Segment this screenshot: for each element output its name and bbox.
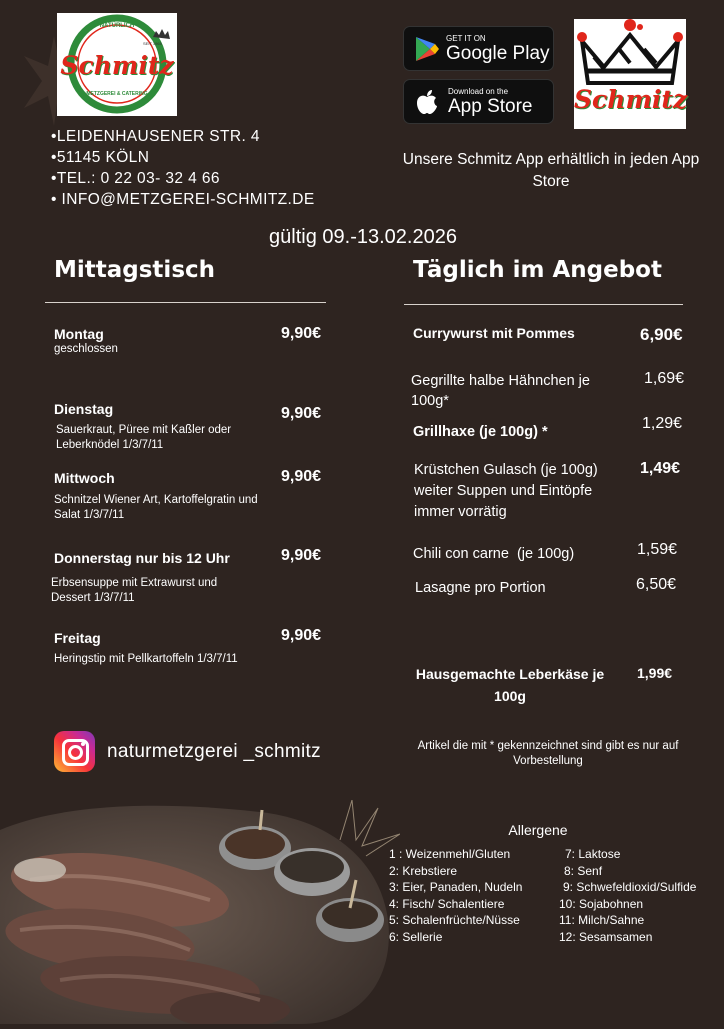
app-store-small: Download on the bbox=[448, 86, 509, 96]
offer-name: Chili con carne (je 100g) bbox=[413, 546, 575, 562]
address-block bbox=[51, 126, 315, 210]
google-play-big: Google Play bbox=[446, 42, 550, 64]
day-name: Donnerstag nur bis 12 Uhr bbox=[54, 550, 230, 566]
allergen-item: 7: Laktose bbox=[565, 847, 621, 861]
food-photo bbox=[0, 800, 400, 1024]
app-availability-text: Unsere Schmitz App erhältlich in jeden App Store bbox=[402, 151, 700, 190]
offer-name: Currywurst mit Pommes bbox=[413, 325, 575, 341]
day-price: 9,90€ bbox=[281, 627, 322, 644]
allergen-item: 4: Fisch/ Schalentiere bbox=[389, 896, 505, 911]
google-play-icon bbox=[414, 35, 440, 63]
offer-price: 1,49€ bbox=[640, 460, 681, 477]
day-name: Montag bbox=[54, 326, 104, 342]
day-desc: Heringstip mit Pellkartoffeln 1/3/7/11 bbox=[54, 653, 238, 665]
apple-icon bbox=[414, 88, 440, 116]
offer-item bbox=[414, 460, 693, 523]
app-store-big: App Store bbox=[448, 95, 533, 117]
allergen-item: 11: Milch/Sahne bbox=[559, 913, 645, 927]
app-logo bbox=[574, 19, 686, 129]
offer-item bbox=[410, 663, 693, 707]
instagram-link[interactable] bbox=[54, 731, 321, 772]
day-name: Dienstag bbox=[54, 401, 114, 417]
offer-name: Grillhaxe (je 100g) * bbox=[413, 424, 548, 440]
app-logo-wordmark: Schmitz bbox=[574, 85, 688, 114]
day-price: 9,90€ bbox=[281, 405, 322, 422]
offer-item bbox=[411, 371, 693, 411]
address-email[interactable]: • INFO@METZGEREI-SCHMITZ.DE bbox=[51, 191, 315, 208]
crown-icon bbox=[574, 19, 686, 89]
mittagstisch-title: Mittagstisch bbox=[54, 257, 216, 283]
offer-item bbox=[413, 325, 693, 343]
instagram-handle: naturmetzgerei _schmitz bbox=[107, 740, 321, 762]
day-price: 9,90€ bbox=[281, 547, 322, 564]
logo-wordmark: Schmitz bbox=[60, 51, 174, 80]
instagram-icon bbox=[54, 731, 95, 772]
taeglich-title: Täglich im Angebot bbox=[413, 257, 662, 283]
day-friday bbox=[54, 627, 334, 667]
offer-name: Gegrillte halbe Hähnchen je 100g* bbox=[411, 373, 590, 409]
allergen-item: 1 : Weizenmehl/Gluten bbox=[389, 847, 511, 861]
allergen-item: 10: Sojabohnen bbox=[559, 896, 644, 911]
offer-price: 1,29€ bbox=[642, 415, 683, 432]
offer-price: 1,59€ bbox=[637, 541, 678, 558]
address-street: •LEIDENHAUSENER STR. 4 bbox=[51, 128, 260, 145]
offer-name: Hausgemachte Leberkäse je 100g bbox=[415, 666, 605, 704]
day-wednesday bbox=[54, 470, 334, 523]
offer-item bbox=[413, 415, 693, 441]
allergene-title: Allergene bbox=[508, 822, 568, 838]
offer-price: 6,90€ bbox=[640, 325, 683, 344]
offer-price: 1,99€ bbox=[637, 665, 673, 681]
allergen-item: 5: Schalenfrüchte/Nüsse bbox=[389, 913, 520, 927]
day-price: 9,90€ bbox=[281, 468, 322, 485]
day-name: Mittwoch bbox=[54, 470, 115, 486]
mittagstisch-divider bbox=[45, 302, 326, 303]
allergene-list-right bbox=[557, 846, 696, 945]
day-tuesday bbox=[54, 401, 334, 453]
offer-item bbox=[415, 578, 693, 599]
allergen-item: 8: Senf bbox=[564, 863, 603, 878]
validity-date: gültig 09.-13.02.2026 bbox=[269, 226, 457, 248]
allergen-item: 12: Sesamsamen bbox=[559, 929, 653, 944]
day-desc: geschlossen bbox=[54, 343, 118, 355]
day-price: 9,90€ bbox=[281, 325, 322, 342]
allergen-item: 3: Eier, Panaden, Nudeln bbox=[389, 880, 523, 894]
offer-price: 1,69€ bbox=[644, 370, 685, 387]
day-name: Freitag bbox=[54, 630, 101, 646]
address-phone[interactable]: •TEL.: 0 22 03- 32 4 66 bbox=[51, 170, 220, 187]
allergen-item: 9: Schwefeldioxid/Sulfide bbox=[563, 880, 697, 894]
allergen-item: 6: Sellerie bbox=[389, 929, 443, 944]
preorder-note: Artikel die mit * gekennzeichnet sind gibt es nur auf Vorbestellung bbox=[417, 740, 679, 767]
day-desc: Sauerkraut, Püree mit Kaßler oder Leberknödel 1/3/7/11 bbox=[56, 424, 232, 451]
day-desc: Erbsensuppe mit Extrawurst und Dessert 1/3/7/11 bbox=[51, 577, 218, 604]
logo-badge: SEIT 1965 bbox=[143, 41, 162, 46]
day-monday bbox=[54, 326, 334, 357]
address-city: •51145 KÖLN bbox=[51, 149, 150, 166]
offer-name: Lasagne pro Portion bbox=[415, 580, 546, 596]
app-store-badge[interactable] bbox=[403, 79, 554, 124]
offer-name: Krüstchen Gulasch (je 100g) weiter Suppen und Eintöpfe immer vorrätig bbox=[414, 462, 598, 520]
allergene-list-left bbox=[389, 846, 522, 945]
google-play-badge[interactable] bbox=[403, 26, 554, 71]
logo-arc-bottom: METZGEREI & CATERING bbox=[86, 91, 148, 97]
google-play-small: GET IT ON bbox=[446, 33, 486, 43]
day-thursday bbox=[51, 547, 334, 606]
day-desc: Schnitzel Wiener Art, Kartoffelgratin und Salat 1/3/7/11 bbox=[54, 494, 258, 521]
logo-arc-top: NATÜRLICH bbox=[99, 23, 135, 29]
taeglich-divider bbox=[404, 304, 683, 305]
offer-price: 6,50€ bbox=[636, 576, 677, 593]
company-logo bbox=[57, 13, 177, 116]
offer-item bbox=[413, 541, 693, 565]
allergen-item: 2: Krebstiere bbox=[389, 863, 458, 878]
